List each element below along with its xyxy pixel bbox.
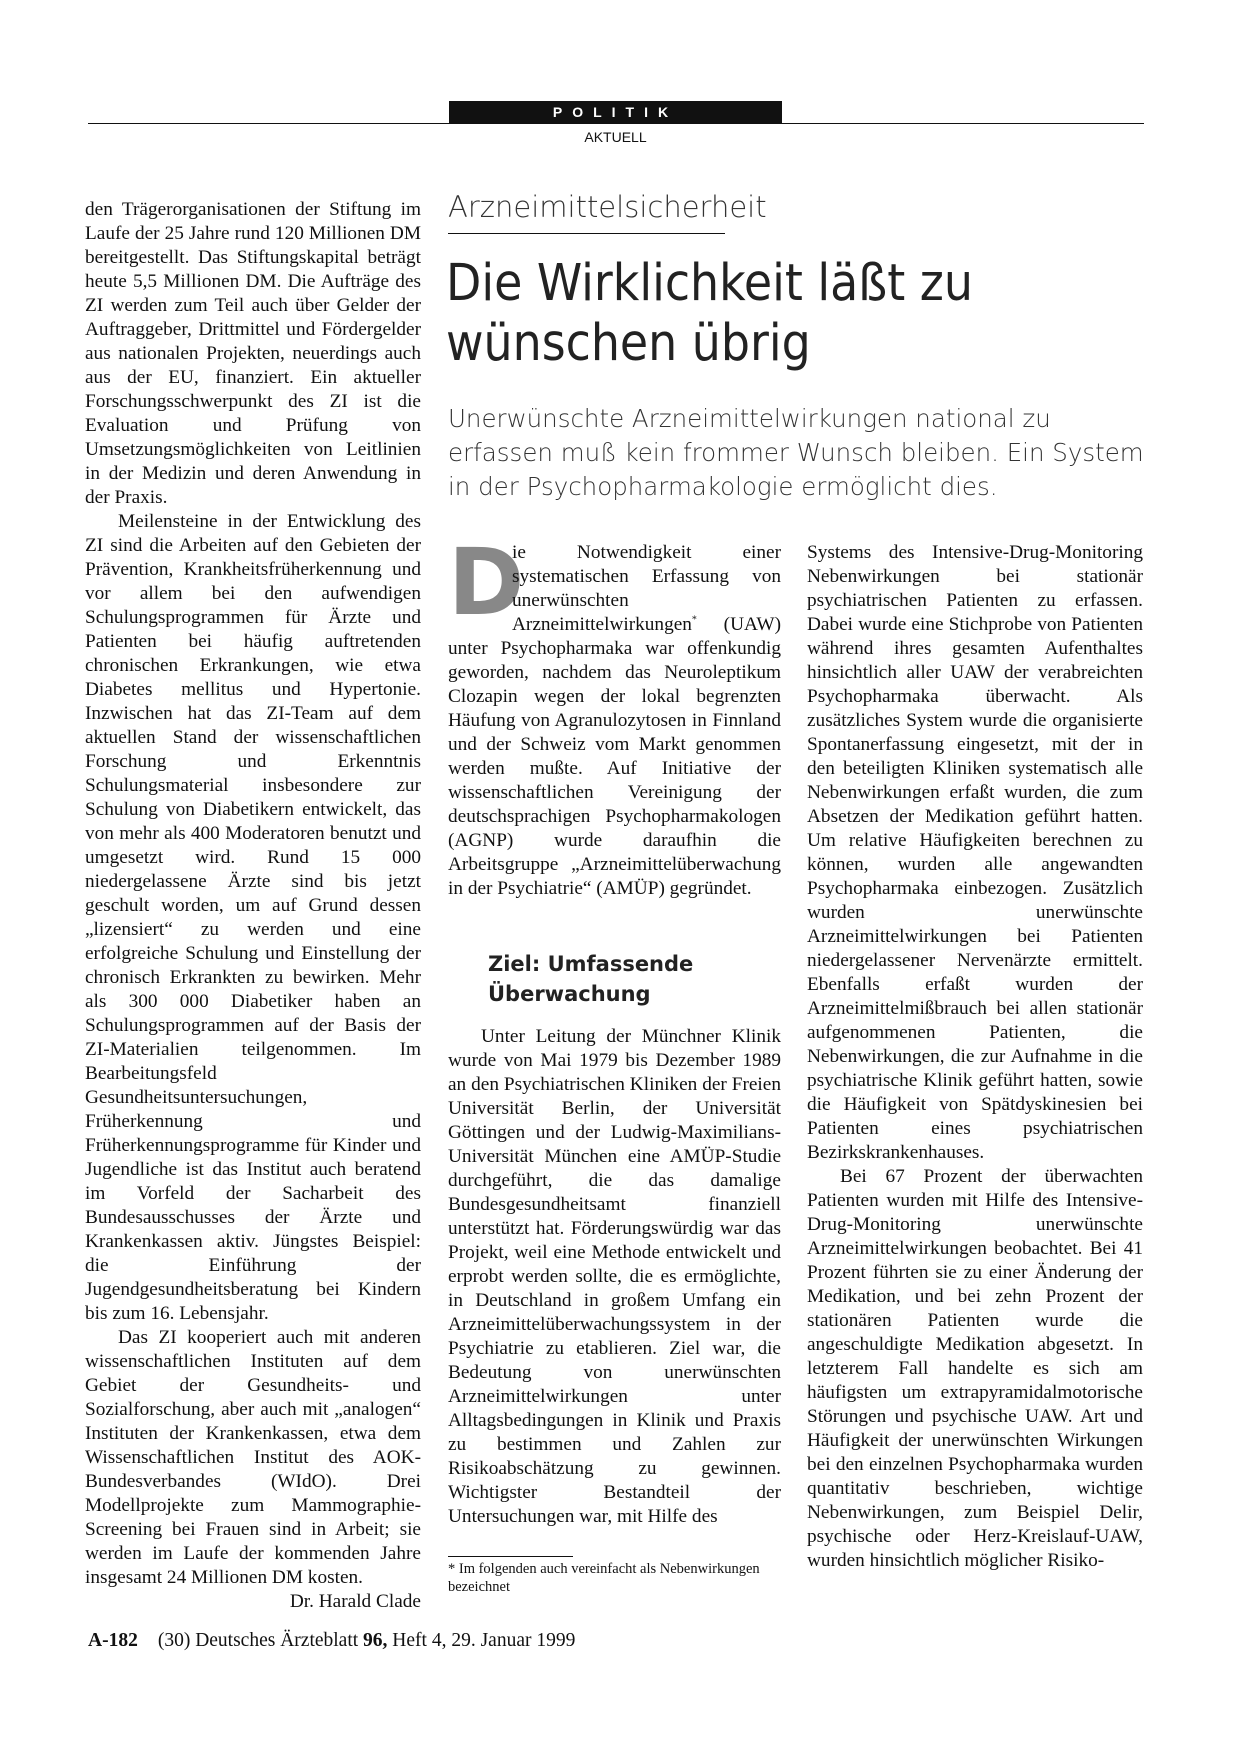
- body-paragraph: Bei 67 Prozent der überwachten Patienten wurden mit Hilfe des Intensive-Drug-Monitoring unerwünschte Arzneimittelwirkungen beobachtet. Bei 41 Prozent führten sie zu einer Änderung der Medikation, und bei zehn Prozent der stationären Patienten wurde die angeschuldigte Medikation abgesetzt. In letzterem Fall handelte es sich am häufigsten um extrapyramidalmotorische Störungen und psychische UAW. Art und Häufigkeit der unerwünschten Wirkungen bei den einzelnen Psychopharmaka wurden quantitativ beschrieben, wichtige Nebenwirkungen, zum Beispiel Delir, psychische oder Herz-Kreislauf-UAW, wurden hinsichtlich möglicher Risiko-: [807, 1166, 1143, 1571]
- page-footer: [88, 1630, 575, 1652]
- left-paragraph: Das ZI kooperiert auch mit anderen wissenschaftlichen Instituten auf dem Gebiet der Gesundheits- und Sozialforschung, aber auch mit „analogen“ Instituten der Krankenkassen, etwa dem Wissenschaftlichen Institut des AOK-Bundesverbandes (WIdO). Drei Modellprojekte zum Mammographie-Screening bei Frauen sind in Arbeit; sie werden im Laufe der kommenden Jahre insgesamt 24 Millionen DM kosten. Dr. Harald Clade: [85, 1327, 421, 1612]
- issue-date: Heft 4, 29. Januar 1999: [387, 1630, 576, 1651]
- volume-number: 96,: [363, 1630, 388, 1651]
- page-number: A-182: [88, 1630, 138, 1651]
- lead-paragraph: D ie Notwendigkeit einer systematischen Erfassung von unerwünschten Arzneimittelwirkungen* (UAW) unter Psychopharmaka war offenkundig geworden, nachdem das Neuroleptikum Clozapin wegen der lokal begrenzten Häufung von Agranulozytosen in Finnland und der Schweiz vom Markt genommen werden mußte. Auf Initiative der wissenschaftlichen Vereinigung der deutschsprachigen Psychopharmakologen (AGNP) wurde daraufhin die Arbeitsgruppe „Arzneimittelüberwachung in der Psychiatrie“ (AMÜP) gegründet.: [448, 529, 781, 899]
- footnote-rule: [448, 1556, 573, 1557]
- article-column-2: [448, 529, 781, 1529]
- article-deck: Unerwünschte Arzneimittelwirkungen national zu erfassen muß kein frommer Wunsch bleiben. Ein System in der Psychopharmakologie ermöglicht dies.: [448, 404, 1144, 501]
- header-rule: [88, 123, 1144, 124]
- article-headline: Die Wirklichkeit läßt zu wünschen übrig: [446, 254, 973, 373]
- left-column: [85, 198, 421, 1614]
- body-paragraph: Unter Leitung der Münchner Klinik wurde von Mai 1979 bis Dezember 1989 an den Psychiatrischen Kliniken der Freien Universität Berlin, der Universität Göttingen und der Ludwig-Maximilians-Universität München eine AMÜP-Studie durchgeführt, die das damalige Bundesgesundheitsamt finanziell unterstützt hat. Förderungswürdig war das Projekt, weil eine Methode entwickelt und erprobt werden sollte, die es ermöglichte, in Deutschland in großem Umfang ein Arzneimittelüberwachungssystem in der Psychiatrie zu etablieren. Ziel war, die Bedeutung von unerwünschten Arzneimittelwirkungen unter Alltagsbedingungen in Klinik und Praxis zu bestimmen und Zahlen zur Risikoabschätzung zu gewinnen. Wichtigster Bestandteil der Untersuchungen war, mit Hilfe des: [448, 1026, 781, 1527]
- left-paragraph: den Trägerorganisationen der Stiftung im Laufe der 25 Jahre rund 120 Millionen DM bereitgestellt. Das Stiftungskapital beträgt heute 5,5 Millionen DM. Die Aufträge des ZI werden zum Teil auch über Gelder der Auftraggeber, Drittmittel und Fördergelder aus nationalen Projekten, neuerdings auch aus der EU, finanziert. Ein aktueller Forschungsschwerpunkt des ZI ist die Evaluation und Prüfung von Umsetzungsmöglichkeiten von Leitlinien in der Medizin und deren Anwendung in der Praxis.: [85, 199, 421, 508]
- footnote-marker: *: [691, 614, 697, 626]
- article-column-3: [807, 541, 1143, 1573]
- section-label: POLITIK: [449, 101, 782, 123]
- left-paragraph: Meilensteine in der Entwicklung des ZI sind die Arbeiten auf den Gebieten der Prävention, Krankheitsfrüherkennung und vor allem bei den aufwendigen Schulungsprogrammen für Ärzte und Patienten bei häufig auftretenden chronischen Erkrankungen, wie etwa Diabetes mellitus und Hypertonie. Inzwischen hat das ZI-Team auf dem aktuellen Stand der wissenschaftlichen Forschung und Erkenntnis Schulungsmaterial insbesondere zur Schulung von Diabetikern entwickelt, das von mehr als 400 Moderatoren benutzt und umgesetzt wird. Rund 15 000 niedergelassene Ärzte sind bis jetzt geschult worden, um auf Grund dessen „lizensiert“ zu werden und eine erfolgreiche Schulung und Einstellung der chronisch Erkrankten zu bewirken. Mehr als 300 000 Diabetiker haben an Schulungsprogrammen auf der Basis der ZI-Materialien teilgenommen. Im Bearbeitungsfeld Gesundheitsuntersuchungen, Früherkennung und Früherkennungsprogramme für Kinder und Jugendliche ist das Institut auch beratend im Vorfeld der Sacharbeit des Bundesausschusses der Ärzte und Krankenkassen aktiv. Jüngstes Beispiel: die Einführung der Jugendgesundheitsberatung bei Kindern bis zum 16. Lebensjahr.: [85, 511, 421, 1324]
- subsection-label: AKTUELL: [584, 129, 647, 145]
- kicker-rule: [448, 233, 725, 234]
- article-kicker: Arzneimittelsicherheit: [448, 190, 767, 224]
- body-paragraph: Systems des Intensive-Drug-Monitoring Nebenwirkungen bei stationär psychiatrischen Patienten zu erfassen. Dabei wurde eine Stichprobe von Patienten während ihres gesamten Aufenthaltes hinsichtlich aller UAW der verabreichten Psychopharmaka überwacht. Als zusätzliches System wurde die organisierte Spontanerfassung eingesetzt, mit der in den beteiligten Kliniken systematisch alle Nebenwirkungen erfaßt wurden, die zum Absetzen der Medikation geführt hatten. Um relative Häufigkeiten berechnen zu können, wurden alle angewandten Psychopharmaka einbezogen. Zusätzlich wurden unerwünschte Arzneimittelwirkungen bei Patienten niedergelassener Nervenärzte ermittelt. Ebenfalls erfaßt wurden der Arzneimittelmißbrauch bei allen stationär aufgenommenen Patienten, die Nebenwirkungen, die zur Aufnahme in die psychiatrische Klinik geführt hatten, sowie die Häufigkeit von Spätdyskinesien bei Patienten eines psychiatrischen Bezirkskrankenhauses.: [807, 542, 1143, 1163]
- footnote: * Im folgenden auch vereinfacht als Nebenwirkungen bezeichnet: [448, 1561, 760, 1595]
- author-byline: Dr. Harald Clade: [289, 1591, 421, 1612]
- article-subheading: Ziel: Umfassende Überwachung: [488, 952, 694, 1006]
- citation: (30) Deutsches Ärzteblatt: [157, 1630, 364, 1651]
- drop-cap: D: [448, 529, 525, 636]
